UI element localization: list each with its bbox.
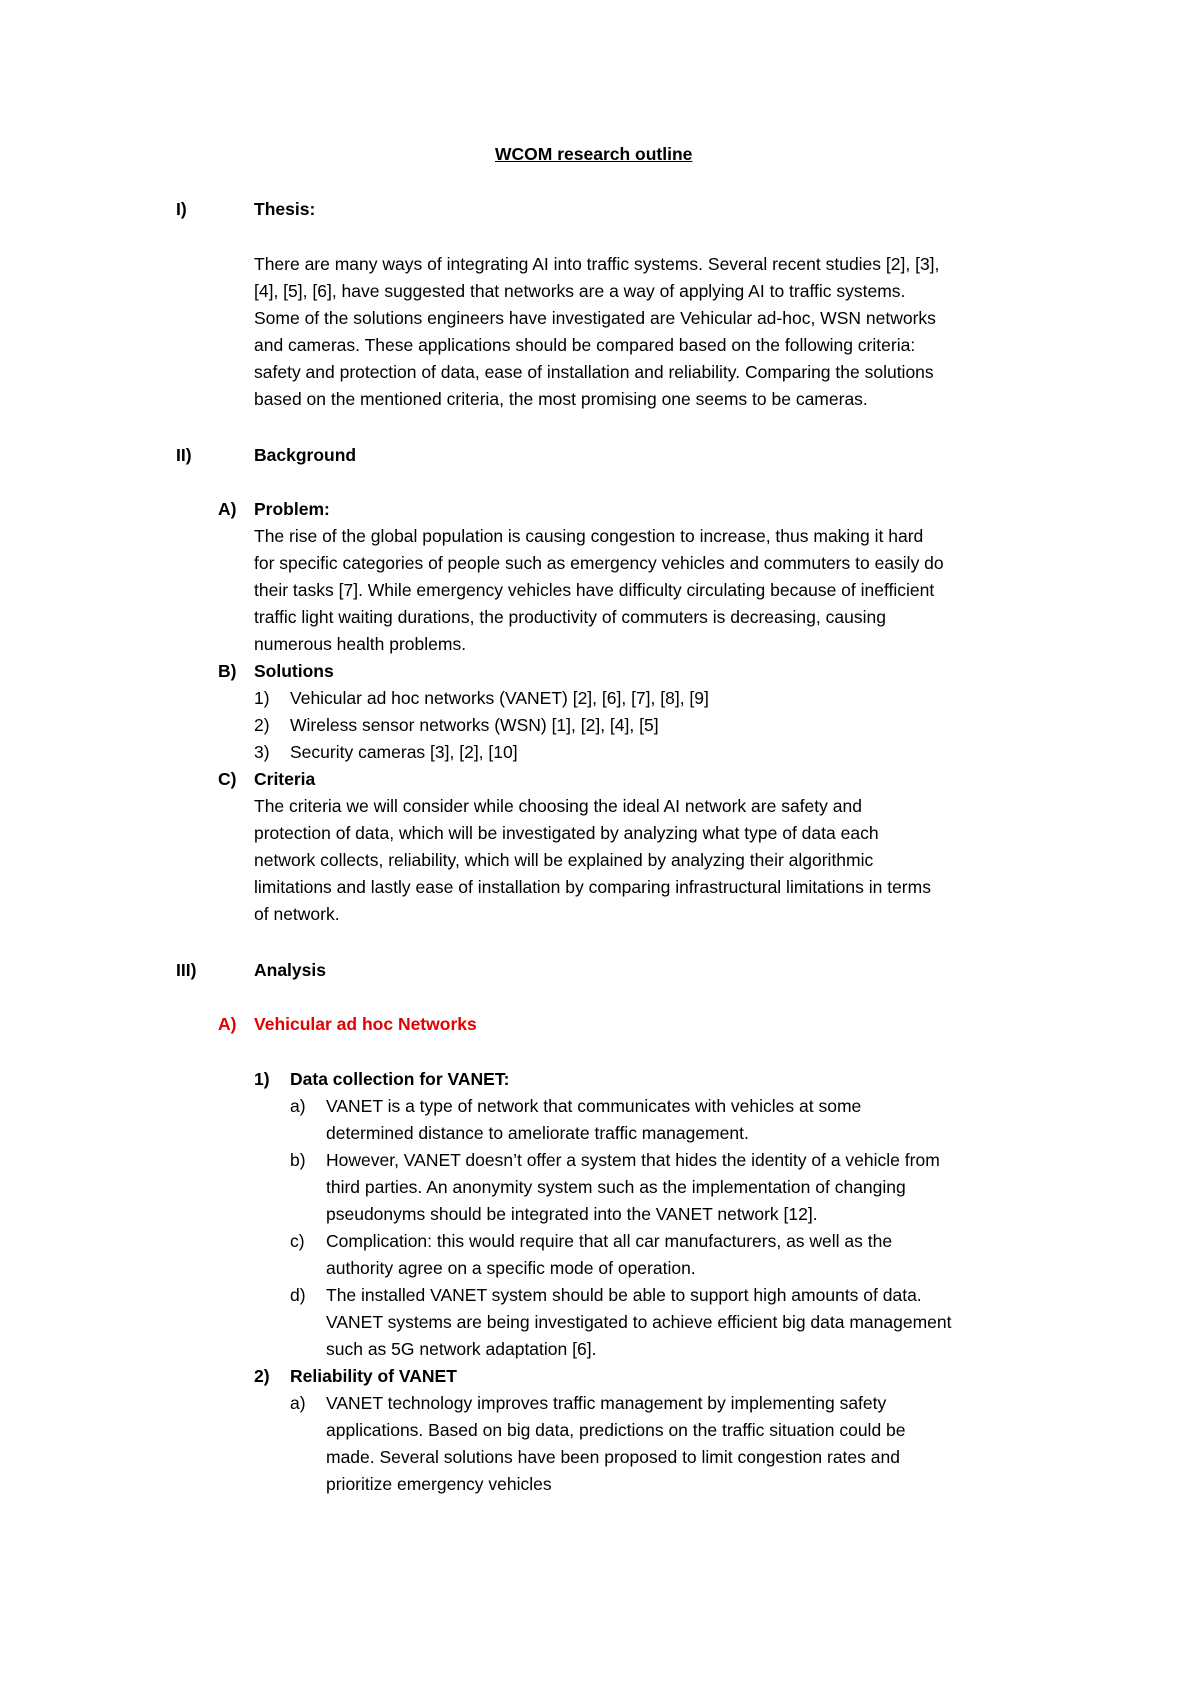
list-item-line: third parties. An anonymity system such as the implementation of changing xyxy=(326,1177,906,1197)
list-item-line: pseudonyms should be integrated into the VANET network [12]. xyxy=(326,1204,818,1224)
solution-item: Wireless sensor networks (WSN) [1], [2], [4], [5] xyxy=(290,715,659,735)
list-marker: b) xyxy=(290,1150,306,1170)
document-title: WCOM research outline xyxy=(495,144,693,164)
solution-marker: 2) xyxy=(254,715,270,735)
list-marker: a) xyxy=(290,1393,306,1413)
thesis-line: based on the mentioned criteria, the most promising one seems to be cameras. xyxy=(254,389,868,409)
section-numeral-background: II) xyxy=(176,445,192,465)
problem-line: numerous health problems. xyxy=(254,634,467,654)
list-item-line: However, VANET doesn’t offer a system that hides the identity of a vehicle from xyxy=(326,1150,940,1170)
solution-marker: 3) xyxy=(254,742,270,762)
problem-line: their tasks [7]. While emergency vehicles have difficulty circulating because of inefficient xyxy=(254,580,935,600)
list-item-line: applications. Based on big data, predictions on the traffic situation could be xyxy=(326,1420,906,1440)
problem-marker: A) xyxy=(218,499,237,519)
section-numeral-thesis: I) xyxy=(176,199,187,219)
list-item-line: authority agree on a specific mode of operation. xyxy=(326,1258,696,1278)
background-heading: Background xyxy=(254,445,357,465)
solution-item: Security cameras [3], [2], [10] xyxy=(290,742,518,762)
reliability-marker: 2) xyxy=(254,1366,270,1386)
data-collection-marker: 1) xyxy=(254,1069,270,1089)
list-item-line: VANET is a type of network that communicates with vehicles at some xyxy=(326,1096,862,1116)
list-item-line: VANET technology improves traffic management by implementing safety xyxy=(326,1393,887,1413)
list-item-line: VANET systems are being investigated to achieve efficient big data management xyxy=(326,1312,952,1332)
thesis-line: There are many ways of integrating AI into traffic systems. Several recent studies [2], [3], xyxy=(254,254,940,274)
thesis-line: [4], [5], [6], have suggested that networks are a way of applying AI to traffic systems. xyxy=(254,281,906,301)
list-marker: c) xyxy=(290,1231,305,1251)
problem-line: for specific categories of people such as emergency vehicles and commuters to easily do xyxy=(254,553,944,573)
thesis-line: and cameras. These applications should be compared based on the following criteria: xyxy=(254,335,916,355)
list-marker: d) xyxy=(290,1285,306,1305)
criteria-marker: C) xyxy=(218,769,237,789)
criteria-line: network collects, reliability, which will be explained by analyzing their algorithmic xyxy=(254,850,874,870)
problem-line: The rise of the global population is causing congestion to increase, thus making it hard xyxy=(254,526,924,546)
data-collection-heading: Data collection for VANET: xyxy=(290,1069,510,1089)
criteria-line: protection of data, which will be investigated by analyzing what type of data each xyxy=(254,823,879,843)
list-item-line: such as 5G network adaptation [6]. xyxy=(326,1339,597,1359)
reliability-heading: Reliability of VANET xyxy=(290,1366,457,1386)
analysis-heading: Analysis xyxy=(254,960,326,980)
solution-item: Vehicular ad hoc networks (VANET) [2], [6], [7], [8], [9] xyxy=(290,688,709,708)
criteria-line: of network. xyxy=(254,904,340,924)
thesis-heading: Thesis: xyxy=(254,199,316,219)
list-item-line: prioritize emergency vehicles xyxy=(326,1474,552,1494)
criteria-heading: Criteria xyxy=(254,769,316,789)
vanet-marker: A) xyxy=(218,1014,237,1034)
list-item-line: Complication: this would require that all car manufacturers, as well as the xyxy=(326,1231,893,1251)
problem-heading: Problem: xyxy=(254,499,330,519)
list-marker: a) xyxy=(290,1096,306,1116)
vanet-heading: Vehicular ad hoc Networks xyxy=(254,1014,477,1034)
criteria-line: The criteria we will consider while choosing the ideal AI network are safety and xyxy=(254,796,862,816)
list-item-line: The installed VANET system should be able to support high amounts of data. xyxy=(326,1285,922,1305)
thesis-line: safety and protection of data, ease of installation and reliability. Comparing the solutions xyxy=(254,362,934,382)
list-item-line: made. Several solutions have been proposed to limit congestion rates and xyxy=(326,1447,900,1467)
solutions-marker: B) xyxy=(218,661,237,681)
solution-marker: 1) xyxy=(254,688,270,708)
thesis-line: Some of the solutions engineers have investigated are Vehicular ad-hoc, WSN networks xyxy=(254,308,936,328)
list-item-line: determined distance to ameliorate traffic management. xyxy=(326,1123,749,1143)
problem-line: traffic light waiting durations, the productivity of commuters is decreasing, causing xyxy=(254,607,886,627)
section-numeral-analysis: III) xyxy=(176,960,197,980)
criteria-line: limitations and lastly ease of installation by comparing infrastructural limitations in terms xyxy=(254,877,931,897)
solutions-heading: Solutions xyxy=(254,661,334,681)
